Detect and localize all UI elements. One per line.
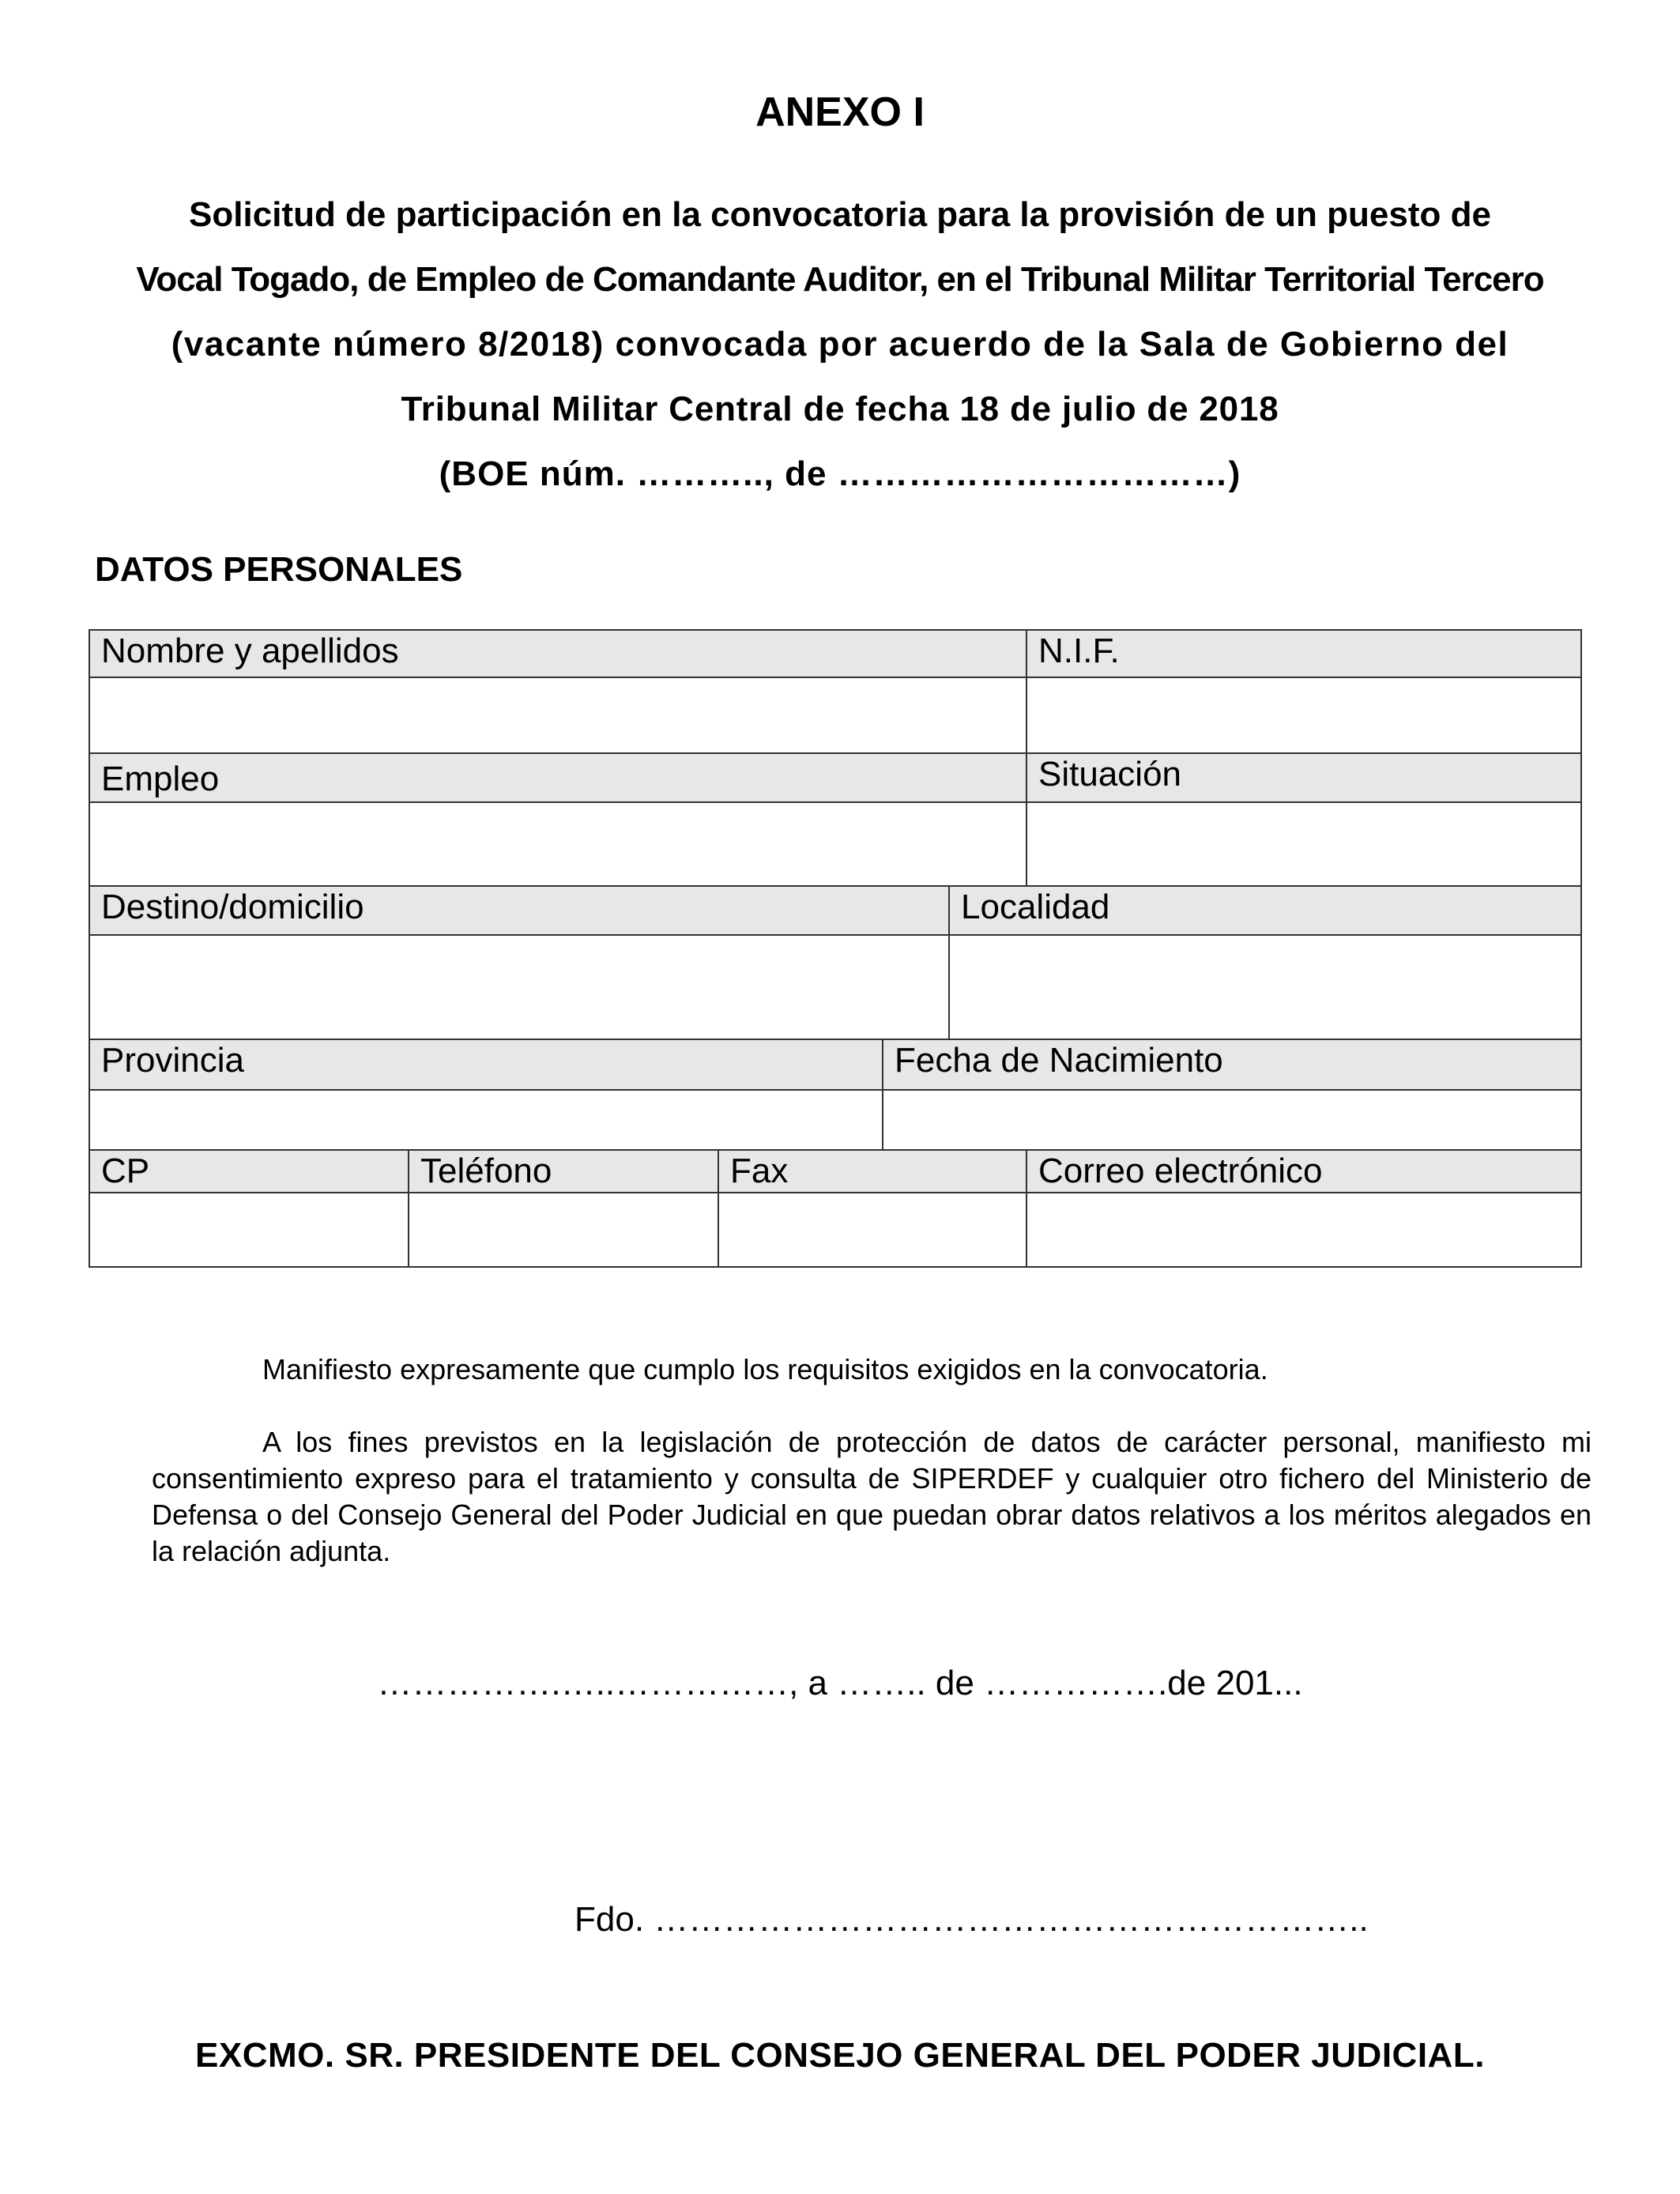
- title-line-2: Vocal Togado, de Empleo de Comandante Auditor, en el Tribunal Militar Territorial Tercero: [136, 260, 1544, 299]
- situacion-label: Situación: [1026, 752, 1582, 803]
- provincia-label: Provincia: [89, 1039, 883, 1091]
- title-line-5: (BOE núm. ……….., de ……………………………): [439, 454, 1241, 493]
- nombre-label: Nombre y apellidos: [89, 629, 1027, 678]
- telefono-field[interactable]: [408, 1192, 719, 1268]
- telefono-label: Teléfono: [408, 1149, 719, 1193]
- signature-line: Fdo. ……………………………………………………..: [574, 1900, 1369, 1939]
- section-title: DATOS PERSONALES: [95, 550, 463, 589]
- data-protection-consent: [152, 1424, 1591, 1570]
- empleo-field[interactable]: [89, 801, 1027, 887]
- correo-field[interactable]: [1026, 1192, 1582, 1268]
- title-line-1: Solicitud de participación en la convocatoria para la provisión de un puesto de: [189, 195, 1491, 234]
- destino-label: Destino/domicilio: [89, 885, 950, 936]
- cp-field[interactable]: [89, 1192, 409, 1268]
- nombre-field[interactable]: [89, 677, 1027, 754]
- localidad-label: Localidad: [948, 885, 1582, 936]
- fecha-nacimiento-field[interactable]: [882, 1089, 1582, 1151]
- fecha-nacimiento-label: Fecha de Nacimiento: [882, 1039, 1582, 1091]
- addressee: EXCMO. SR. PRESIDENTE DEL CONSEJO GENERAL DEL PODER JUDICIAL.: [195, 2036, 1485, 2075]
- fax-label: Fax: [718, 1149, 1027, 1193]
- declaration-text: Manifiesto expresamente que cumplo los requisitos exigidos en la convocatoria.: [262, 1353, 1268, 1385]
- situacion-field[interactable]: [1026, 801, 1582, 887]
- fax-field[interactable]: [718, 1192, 1027, 1268]
- provincia-field[interactable]: [89, 1089, 883, 1151]
- annex-title: ANEXO I: [755, 89, 925, 135]
- nif-field[interactable]: [1026, 677, 1582, 754]
- cp-label: CP: [89, 1149, 409, 1193]
- data-protection-text: A los fines previstos en la legislación de protección de datos de carácter personal, manifiesto mi consentimiento expreso para el tratamiento y consulta de SIPERDEF y cualquier otro fichero del Ministerio de Defensa o del Consejo General del Poder Judicial en que puedan obrar datos relativos a los méritos alegados en la relación adjunta.: [152, 1426, 1591, 1567]
- localidad-field[interactable]: [948, 934, 1582, 1040]
- correo-label: Correo electrónico: [1026, 1149, 1582, 1193]
- title-line-4: Tribunal Militar Central de fecha 18 de julio de 2018: [401, 390, 1279, 428]
- place-date-line: …………….…..……………, a …….. de …………….de 201...: [377, 1664, 1303, 1702]
- title-line-3: (vacante número 8/2018) convocada por acuerdo de la Sala de Gobierno del: [171, 325, 1509, 364]
- destino-field[interactable]: [89, 934, 950, 1040]
- nif-label: N.I.F.: [1026, 629, 1582, 678]
- empleo-label: Empleo: [89, 752, 1027, 803]
